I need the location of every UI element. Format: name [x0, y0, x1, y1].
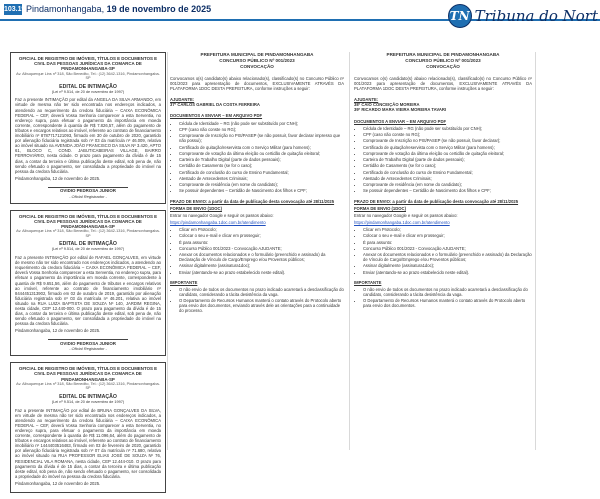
list-item: • Concurso Público 001/2023 - Convocação AJUDANTE;	[363, 246, 532, 251]
convocacao-contest: CONCURSO PÚBLICO Nº 001/2023	[405, 58, 481, 63]
notice-body: Faz a presente INTIMAÇÃO por edital de BRUNA GONÇALVES DA SILVA, em virtude de mesma não ter sido encontrada nos endereços indicados, a atendendo ao requerimento da credora fiduciária – CAIXA ECONÔMICA FEDERAL – CEF, deverá Vossa Senhoria comparecer a esta Serventia, no endereço supra, para efetuar o pagamento da importância em moeda corrente, correspondente à quantia de R$ 11.096,64, além do pagamento de tributos e encargos relativos ao imóvel, referente ao contrato de financiamento imobiliário nº 1444403516483, firmado em 03 de fevereiro de 2020, garantido por alienação fiduciária registrada sob nº 07 da matrícula nº 71.680, relativa ao imóvel situado na RUA PROFESSOR ELIAS JOSÉ DE SOUZA Nº 76, RESIDENCIAL VILA ROMANA, nesta cidade, CEP 12.444-010. O prazo para pagamento da dívida é de 15 dias, a contar da terceira e última publicação deste edital, sob pena de, não sendo efetuado o pagamento, ser consolidada a propriedade do imóvel na pessoa da credora fiduciária.	[15, 407, 161, 479]
notice-box	[10, 52, 166, 204]
signer-name: OVIDIO PEDROSA JUNIOR	[60, 188, 116, 194]
list-item: • Comprovante de votação da última eleição ou certidão de quitação eleitoral;	[179, 151, 344, 156]
edition-city: Pindamonhangaba,	[26, 4, 105, 14]
notice-body: Faz a presente INTIMAÇÃO por edital da ANGELA DA SILVA ARMANDO, em virtude de mesma não ter sido encontrada nos endereços indicados, a atendendo ao requerimento da credora fiduciária – CAIXA ECONÔMICA FEDERAL – CEF, deverá Vossa Senhoria comparecer a esta Serventia, no endereço supra, para efetuar o pagamento da importância em moeda corrente, correspondente à quantia de R$ 7.826,57, além do pagamento de tributos e encargos relativos ao imóvel, referente ao contrato de financiamento imobiliário nº 8787717121093, firmado em 30 de outubro de 2020, garantido por alienação fiduciária registrada sob nº 03 da matrícula nº 46.009, relativa ao imóvel situado na AVENIDA JOÃO FRANCISCO DA SILVA Nº 3.420, APTO 61, BLOCO C, COND. JABUTICABEIRAS VILLAGE, BAIRRO FERROVIÁRIO, nesta cidade. O prazo para pagamento da dívida é de 15 dias, a contar da terceira e última publicação deste edital, sob pena de, não sendo efetuado o pagamento, ser consolidada a propriedade do imóvel na pessoa da credora fiduciária.	[15, 97, 161, 174]
role-label: AJUDANTE:	[170, 97, 195, 103]
important-title: IMPORTANTE	[170, 279, 198, 285]
signer-role: - Oficial Registrador -	[69, 193, 107, 199]
candidate-name: 38º CAIO CONCEIÇÃO MOREIRA	[354, 102, 420, 108]
list-item: • Clicar em Protocolo;	[363, 227, 532, 232]
notice-address: Av. Albuquerque Lins nº 318, São Benedito, Tel.: (12) 3642-1316, Pindamonhangaba-SP	[16, 71, 160, 81]
convocacao-intro: Convocamos o(s) candidato(s) abaixo relacionado(s), classificado(s) no Concurso Público nº 001/2023 para apresentação de documentos, EXCLUSIVAMENTE ATRAVÉS DA PLATAFORMA 1DOC DESTA PREFEITURA, conforme instruções a seguir:	[354, 76, 532, 92]
notice-title: OFICIAL DE REGISTRO DE IMÓVEIS, TÍTULOS E DOCUMENTOS E CIVIL DAS PESSOAS JURÍDICAS DA COMARCA DE PINDAMONHANGABA-SP	[18, 366, 158, 382]
edition-date-bold: 19 de novembro de 2025	[106, 4, 212, 14]
notice-heading: EDITAL DE INTIMAÇÃO	[59, 394, 117, 401]
list-item: • O Departamento de Recursos Humanos manterá o contato através do Protocolo aberto para envio dos documentos.	[363, 298, 532, 308]
notice-heading: EDITAL DE INTIMAÇÃO	[59, 241, 117, 248]
list-item: • Cédula de Identidade – RG (não pode ser substituído por CNH);	[363, 126, 532, 131]
list-item: • Se possuir dependentes – Certidão de Nascimento dos filhos e CPF;	[363, 188, 532, 193]
list-item: • Anexar os documentos relacionados e o formulário (preenchido e assinado) da Declaração de Vínculo de Cargo/Emprego e/ou Proventos públicos;	[179, 252, 344, 262]
list-item: • Anexar os documentos relacionados e o formulário (preenchido e assinado) da Declaração de Vínculo de Cargo/Emprego e/ou Proventos públicos;	[363, 252, 532, 262]
notice-place-date: Pindamonhangaba, 12 de novembro de 2025.	[15, 328, 101, 334]
list-item: • É para assunto:	[179, 240, 344, 245]
submission-link[interactable]: https://pindamonhangaba.1doc.com.br/atendimento	[354, 219, 450, 225]
notice-address: Av. Albuquerque Lins nº 318, São Benedito, Tel.: (12) 3642-1316, Pindamonhangaba-SP	[16, 381, 160, 391]
deadline-text: PRAZO DE ENVIO: a partir da data de publicação desta convocação até 28/11/2025	[170, 198, 335, 204]
signer-name: OVIDIO PEDROSA JUNIOR	[60, 341, 116, 347]
column-convocacao-2	[354, 52, 532, 310]
list-item: • Atestado de Antecedentes Criminais;	[363, 176, 532, 181]
submission-title: FORMA DE ENVIO (1DOC)	[170, 205, 222, 211]
submission-link[interactable]: https://pindamonhangaba.1doc.com.br/atendimento	[170, 219, 266, 225]
signature-line	[48, 187, 128, 188]
list-item: • Assinar digitalmente (assinatura1doc);	[363, 263, 532, 268]
notice-place-date: Pindamonhangaba, 12 de novembro de 2025.	[15, 480, 101, 486]
logo-text: Tribuna do Nort	[474, 7, 598, 25]
submission-intro: Entrar no navegador Google e seguir os passos abaixo:	[354, 212, 458, 218]
column-divider	[167, 52, 168, 450]
list-item: • Enviar (atentando-se ao prazo estabelecido neste edital).	[363, 270, 532, 275]
notice-box	[10, 362, 166, 493]
convocacao-contest: CONCURSO PÚBLICO Nº 001/2023	[219, 58, 295, 63]
page-badge: 103.1%	[4, 6, 28, 13]
column-notices	[10, 52, 166, 499]
notice-body: Faz a presente INTIMAÇÃO por edital de RAFAEL GONÇALVES, em virtude de mesmo não ter sido encontrado nos endereços indicados, a atendendo ao requerimento da credora fiduciária – CAIXA ECONÔMICA FEDERAL – CEF, deverá Vossa Senhoria comparecer a esta Serventia, no endereço supra, para efetuar o pagamento da importância em moeda corrente, correspondente à quantia de R$ 9.651,56, além do pagamento de tributos e encargos relativos ao imóvel, referente ao contrato de financiamento imobiliário nº 8444451313902, firmado em 02 de outubro de 2019, garantido por alienação fiduciária registrada sob nº 03 da matrícula nº 46.201, relativa ao imóvel situado na RUA LUIZA BAPTISTA DE SOUZA Nº 140, JARDIM REGINA, nesta cidade, CEP 12.440-000. O prazo para pagamento da dívida é de 15 dias, a contar da terceira e última publicação deste edital, sob pena de, não sendo efetuado o pagamento, ser consolidada a propriedade do imóvel na pessoa da credora fiduciária.	[15, 255, 161, 327]
notice-title: OFICIAL DE REGISTRO DE IMÓVEIS, TÍTULOS E DOCUMENTOS E CIVIL DAS PESSOAS JURÍDICAS DA COMARCA DE PINDAMONHANGABA-SP	[18, 213, 158, 230]
convocacao-title: CONVOCAÇÃO	[240, 64, 274, 69]
list-item: • O Departamento de Recursos Humanos manterá o contato através do Protocolo aberto para envio dos documentos, enviando através dele as orientações para a continuidade do processo.	[179, 298, 344, 313]
list-item: • CPF (caso não conste no RG);	[363, 132, 532, 137]
list-item: • Certificado de conclusão do curso de Ensino Fundamental;	[179, 170, 344, 175]
list-item: • Carteira de Trabalho Digital (parte de dados pessoais);	[179, 157, 344, 162]
documents-title: DOCUMENTOS A ENVIAR – EM ARQUIVO PDF	[170, 113, 263, 119]
list-item: • Certidão de Casamento (se for o caso);	[179, 163, 344, 168]
notice-law: (Lei nº 9.514, de 20 de novembro de 1997)	[51, 89, 125, 94]
list-item: • Carteira de Trabalho Digital (parte de dados pessoais);	[363, 157, 532, 162]
list-item: • Colocar o seu e-mail e clicar em prosseguir;	[363, 233, 532, 238]
role-label: AJUDANTE:	[354, 97, 379, 103]
notice-title: OFICIAL DE REGISTRO DE IMÓVEIS, TÍTULOS E DOCUMENTOS E CIVIL DAS PESSOAS JURÍDICAS DA COMARCA DE PINDAMONHANGABA-SP	[18, 56, 158, 72]
list-item: • Concurso Público 001/2023 - Convocação AJUDANTE;	[179, 246, 344, 251]
steps-list	[354, 227, 532, 275]
documents-title: DOCUMENTOS A ENVIAR – EM ARQUIVO PDF	[354, 118, 447, 124]
newspaper-logo	[448, 4, 598, 28]
list-item: • Certificado de quitação/reservista com o Serviço Militar (para homens);	[179, 145, 344, 150]
list-item: • Comprovante de votação da última eleição ou certidão de quitação eleitoral;	[363, 151, 532, 156]
deadline-text: PRAZO DE ENVIO: a partir da data de publicação desta convocação até 28/11/2025	[354, 198, 519, 204]
column-divider	[349, 52, 350, 450]
convocacao-intro: Convocamos o(s) candidato(s) abaixo relacionado(s), classificado(s) no Concurso Público nº 001/2023 para apresentação de documentos, EXCLUSIVAMENTE ATRAVÉS DA PLATAFORMA 1DOC DESTA PREFEITURA, conforme instruções a seguir:	[170, 76, 344, 92]
notice-law: (Lei nº 9.514, de 20 de novembro de 1997)	[51, 400, 125, 405]
candidate-name: 39º RICARDO MARA VIEIRA MOREIRA TAVARI	[354, 107, 447, 113]
notice-address: Av. Albuquerque Lins nº 318, São Benedito, Tel.: (12) 3642-1316, Pindamonhangaba-SP	[16, 229, 160, 238]
submission-title: FORMA DE ENVIO (1DOC)	[354, 205, 406, 211]
list-item: • Clicar em Protocolo;	[179, 227, 344, 232]
column-divider	[535, 52, 536, 450]
candidate-name: 37º CARLOS GABRIEL DA COSTA FERREIRA	[170, 102, 260, 108]
signature-line	[48, 339, 128, 340]
notice-signature	[15, 187, 161, 199]
list-item: • Comprovante de residência (em nome do candidato);	[179, 182, 344, 187]
notice-law: (Lei nº 9.514, de 20 de novembro de 1997)	[51, 247, 125, 252]
list-item: • Enviar (atentando-se ao prazo estabelecido neste edital).	[179, 270, 344, 275]
list-item: • Certificado de conclusão do curso de Ensino Fundamental;	[363, 170, 532, 175]
list-item: • Certidão de Casamento (se for o caso);	[363, 163, 532, 168]
convocacao-org: PREFEITURA MUNICIPAL DE PINDAMONHANGABA	[200, 52, 314, 57]
list-item: • Cédula de Identidade – RG (não pode ser substituído por CNH);	[179, 121, 344, 126]
steps-list	[170, 227, 344, 275]
notice-signature	[15, 339, 161, 351]
signer-role: - Oficial Registrador -	[69, 346, 107, 352]
list-item: • Certificado de quitação/reservista com o Serviço Militar (para homens);	[363, 145, 532, 150]
list-item: • Assinar digitalmente (assinatura1doc);	[179, 263, 344, 268]
list-item: • Comprovante de residência (em nome do candidato);	[363, 182, 532, 187]
notes-list	[170, 287, 344, 314]
list-item: • Atestado de Antecedentes Criminais;	[179, 176, 344, 181]
logo-mark-icon: TN	[448, 4, 472, 28]
notice-box	[10, 210, 166, 357]
list-item: • É para assunto:	[363, 240, 532, 245]
column-convocacao	[170, 52, 344, 315]
important-title: IMPORTANTE	[354, 279, 382, 285]
list-item: • Comprovante de Inscrição no PIS/PASEP (se não possuir, favor declarar);	[363, 138, 532, 143]
notes-list	[354, 287, 532, 309]
list-item: • Colocar o seu e-mail e clicar em prosseguir;	[179, 233, 344, 238]
convocacao-title: CONVOCAÇÃO	[426, 64, 460, 69]
list-item: • Comprovante de Inscrição no PIS/PASEP (se não possuir, favor declarar impresso que não possui);	[179, 133, 344, 143]
list-item: • CPF (caso não conste no RG);	[179, 127, 344, 132]
submission-intro: Entrar no navegador Google e seguir os passos abaixo:	[170, 212, 274, 218]
notice-place-date: Pindamonhangaba, 12 de novembro de 2025.	[15, 175, 101, 181]
list-item: • O não envio de todos os documentos no prazo indicado acarretará a desclassificação do candidato, considerando a tácita desistência da vaga.	[179, 287, 344, 297]
notice-heading: EDITAL DE INTIMAÇÃO	[59, 83, 117, 90]
list-item: • Se possuir dependentes – Certidão de Nascimento dos filhos e CPF;	[179, 188, 344, 193]
edition-date	[26, 4, 211, 15]
documents-list	[354, 126, 532, 194]
convocacao-org: PREFEITURA MUNICIPAL DE PINDAMONHANGABA	[386, 52, 500, 57]
documents-list	[170, 121, 344, 194]
list-item: • O não envio de todos os documentos no prazo indicado acarretará a desclassificação do candidato, considerando a tácita desistência da vaga.	[363, 287, 532, 297]
